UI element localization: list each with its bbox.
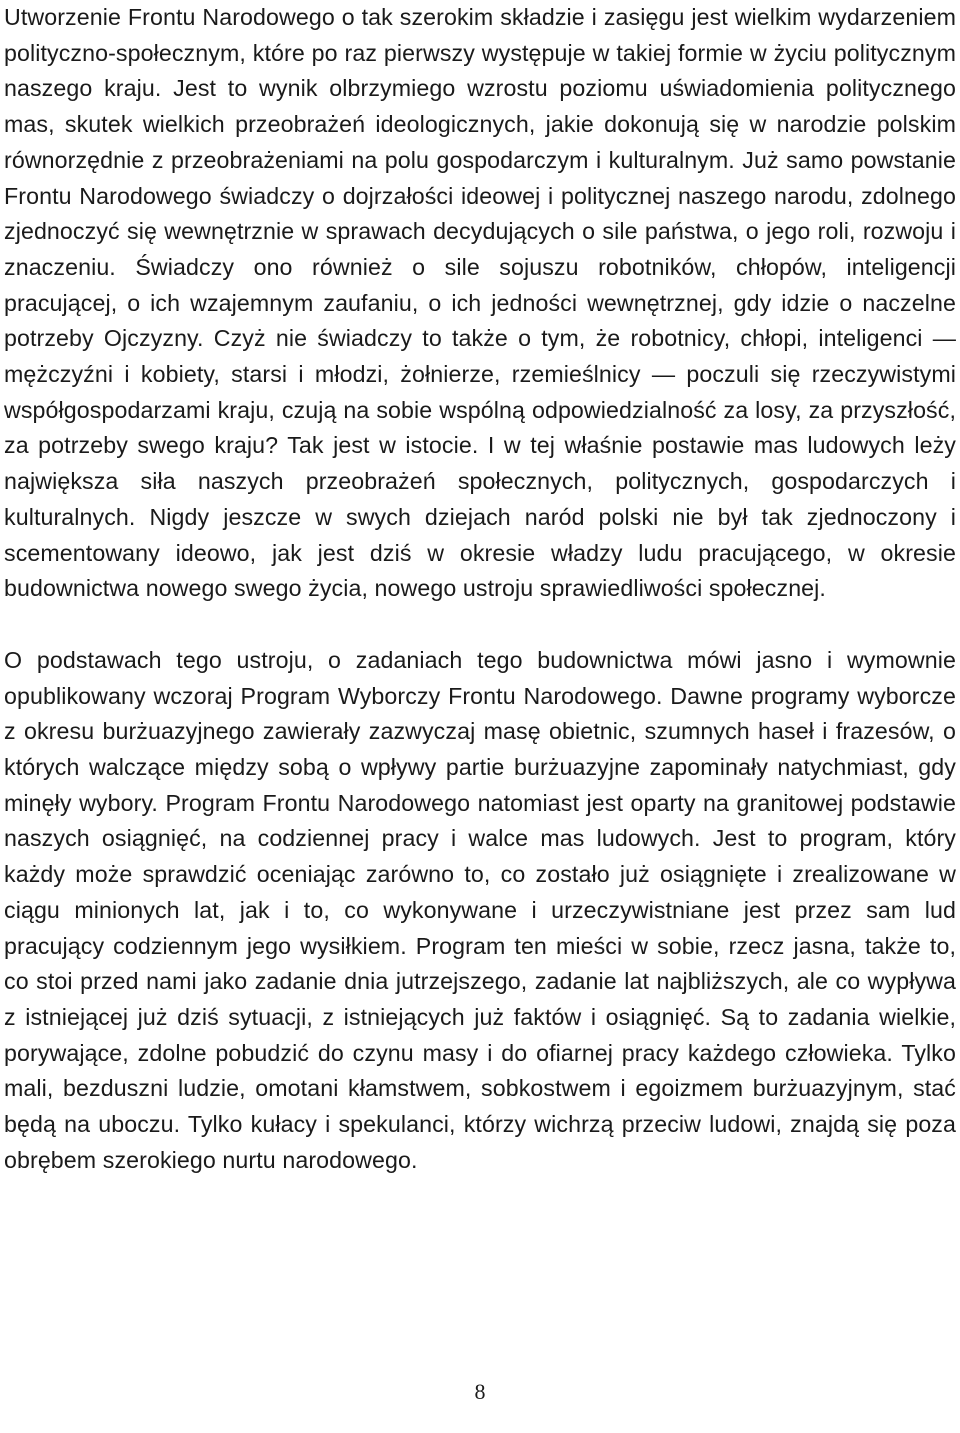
- document-page: [4, 0, 956, 1179]
- page-number: 8: [474, 1379, 486, 1404]
- body-paragraph-1: Utworzenie Frontu Narodowego o tak szerokim składzie i zasięgu jest wielkim wydarzeniem polityczno-społecznym, które po raz pierwszy występuje w takiej formie w życiu politycznym naszego kraju. Jest to wynik olbrzymiego wzrostu poziomu uświadomienia politycznego mas, skutek wielkich przeobrażeń ideologicznych, jakie dokonują się w narodzie polskim równorzędnie z przeobrażeniami na polu gospodarczym i kulturalnym. Już samo powstanie Frontu Narodowego świadczy o dojrzałości ideowej i politycznej naszego narodu, zdolnego zjednoczyć się wewnętrznie w sprawach decydujących o sile państwa, o jego roli, rozwoju i znaczeniu. Świadczy ono również o sile sojuszu robotników, chłopów, inteligencji pracującej, o ich wzajemnym zaufaniu, o ich jedności wewnętrznej, gdy idzie o naczelne potrzeby Ojczyzny. Czyż nie świadczy to także o tym, że robotnicy, chłopi, inteligenci — mężczyźni i kobiety, starsi i młodzi, żołnierze, rzemieślnicy — poczuli się rzeczywistymi współgospodarzami kraju, czują na sobie wspólną odpowiedzialność za losy, za przyszłość, za potrzeby swego kraju? Tak jest w istocie. I w tej właśnie postawie mas ludowych leży największa siła naszych przeobrażeń społecznych, politycznych, gospodarczych i kulturalnych. Nigdy jeszcze w swych dziejach naród polski nie był tak zjednoczony i scementowany ideowo, jak jest dziś w okresie władzy ludu pracującego, w okresie budownictwa nowego swego życia, nowego ustroju sprawiedliwości społecznej.: [4, 4, 956, 602]
- body-paragraph-2: O podstawach tego ustroju, o zadaniach tego budownictwa mówi jasno i wymownie opublikowany wczoraj Program Wyborczy Frontu Narodowego. Dawne programy wyborcze z okresu burżuazyjnego zawierały zazwyczaj masę obietnic, szumnych haseł i frazesów, o których walczące między sobą o wpływy partie burżuazyjne zapominały natychmiast, gdy minęły wybory. Program Frontu Narodowego natomiast jest oparty na granitowej podstawie naszych osiągnięć, na codziennej pracy i walce mas ludowych. Jest to program, który każdy może sprawdzić oceniając zarówno to, co zostało już osiągnięte i zrealizowane w ciągu minionych lat, jak i to, co wykonywane i urzeczywistniane jest przez sam lud pracujący codziennym jego wysiłkiem. Program ten mieści w sobie, rzecz jasna, także to, co stoi przed nami jako zadanie dnia jutrzejszego, zadanie lat najbliższych, ale co wypływa z istniejącej już dziś sytuacji, z istniejących już faktów i osiągnięć. Są to zadania wielkie, porywające, zdolne pobudzić do czynu masy i do ofiarnej pracy każdego człowieka. Tylko mali, bezduszni ludzie, omotani kłamstwem, sobkostwem i egoizmem burżuazyjnym, stać będą na uboczu. Tylko kułacy i spekulanci, którzy wichrzą przeciw ludowi, znajdą się poza obrębem szerokiego nurtu narodowego.: [4, 646, 956, 1173]
